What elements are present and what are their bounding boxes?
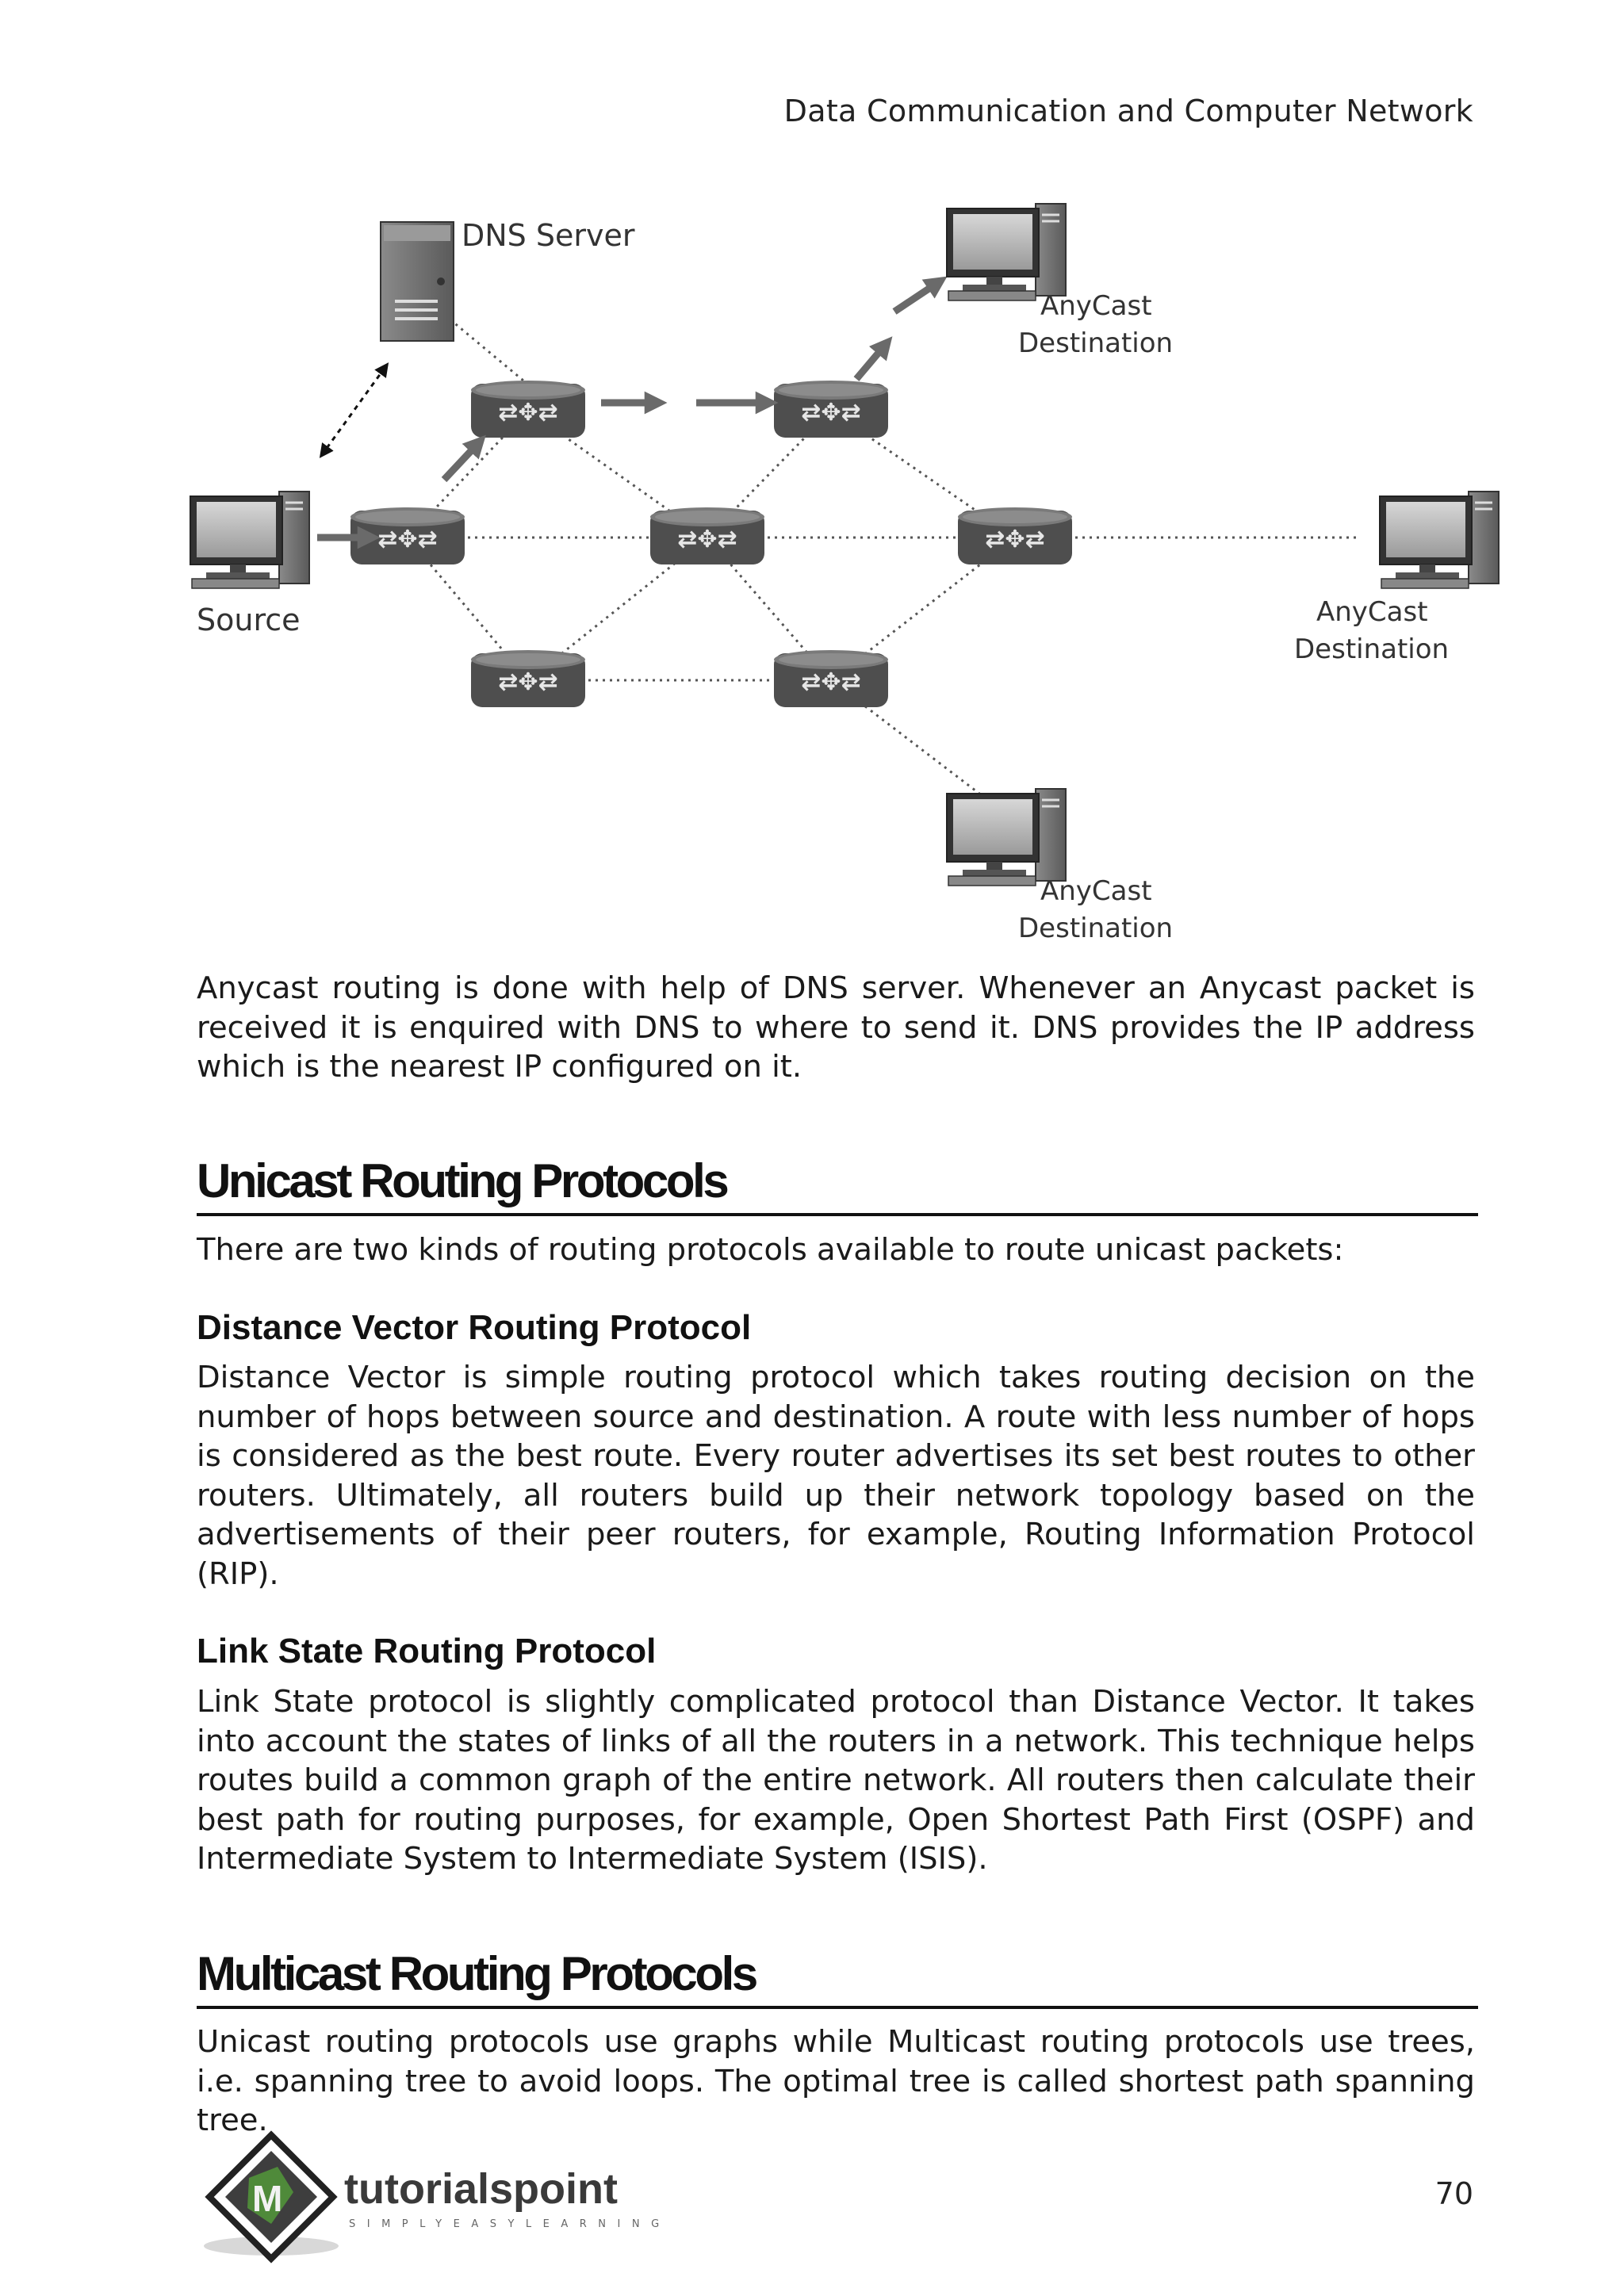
router-icon (471, 381, 585, 438)
page-number: 70 (1434, 2176, 1473, 2211)
logo-tagline: SIMPLYEASYLEARNING (349, 2218, 671, 2230)
link-state-heading: Link State Routing Protocol (197, 1632, 657, 1670)
destination-label-line2: Destination (1294, 633, 1450, 665)
distance-vector-heading: Distance Vector Routing Protocol (197, 1308, 752, 1347)
anycast-destination-computer-icon (947, 789, 1066, 886)
router-links (408, 301, 1359, 809)
unicast-intro: There are two kinds of routing protocols available to route unicast packets: (197, 1232, 1344, 1268)
link-state-paragraph: Link State protocol is slightly complicated protocol than Distance Vector. It takes into account the states of links of all the routers in a network. This technique helps routes build a common graph of the entire network. All routers then calculate their best path for routing purposes, for example, Open Shortest Path First (OSPF) and Intermediate System to Intermediate System (ISIS). (197, 1684, 1475, 1877)
multicast-heading: Multicast Routing Protocols (197, 1947, 1478, 2009)
distance-vector-paragraph: Distance Vector is simple routing protocol which takes routing decision on the number of hops between source and destination. A route with less number of hops is considered as the best route. Every router advertises its set best routes to other routers. Ultimately, all routers build up their network topology based on the advertisements of their peer routers, for example, Routing Information Protocol (RIP). (197, 1360, 1475, 1592)
anycast-routing-diagram: ⇄✥⇄ DNS Server Source AnyCast Destination AnyCast Destination AnyCast Destination (190, 186, 1491, 955)
unicast-heading: Unicast Routing Protocols (197, 1154, 1478, 1216)
destination-label-line1: AnyCast (1316, 596, 1428, 628)
dns-query-arrow (321, 365, 387, 456)
logo-text: tutorialspoint (344, 2165, 618, 2213)
svg-text:M: M (252, 2178, 283, 2219)
tutorialspoint-logo (198, 2129, 722, 2263)
dns-server-icon (381, 222, 454, 341)
source-computer-icon (190, 492, 309, 588)
router-icon (650, 507, 764, 564)
destination-label-line1: AnyCast (1040, 290, 1152, 322)
running-header: Data Communication and Computer Network (783, 94, 1473, 128)
router-icon (774, 650, 888, 707)
anycast-paragraph: Anycast routing is done with help of DNS server. Whenever an Anycast packet is received it is enquired with DNS to where to send it. DNS provides the IP address which is the nearest IP configured on it. (197, 970, 1475, 1085)
multicast-paragraph: Unicast routing protocols use graphs while Multicast routing protocols use trees, i.e. spanning tree to avoid loops. The optimal tree is called shortest path spanning tree. (197, 2024, 1475, 2138)
source-label: Source (197, 603, 301, 637)
destination-label-line2: Destination (1018, 913, 1174, 944)
destination-label-line2: Destination (1018, 327, 1174, 359)
router-icon (774, 381, 888, 438)
dns-server-label: DNS Server (462, 218, 635, 253)
router-icon (958, 507, 1072, 564)
anycast-destination-computer-icon (1380, 492, 1499, 588)
destination-label-line1: AnyCast (1040, 875, 1152, 907)
router-icon (471, 650, 585, 707)
anycast-destination-computer-icon (947, 204, 1066, 300)
